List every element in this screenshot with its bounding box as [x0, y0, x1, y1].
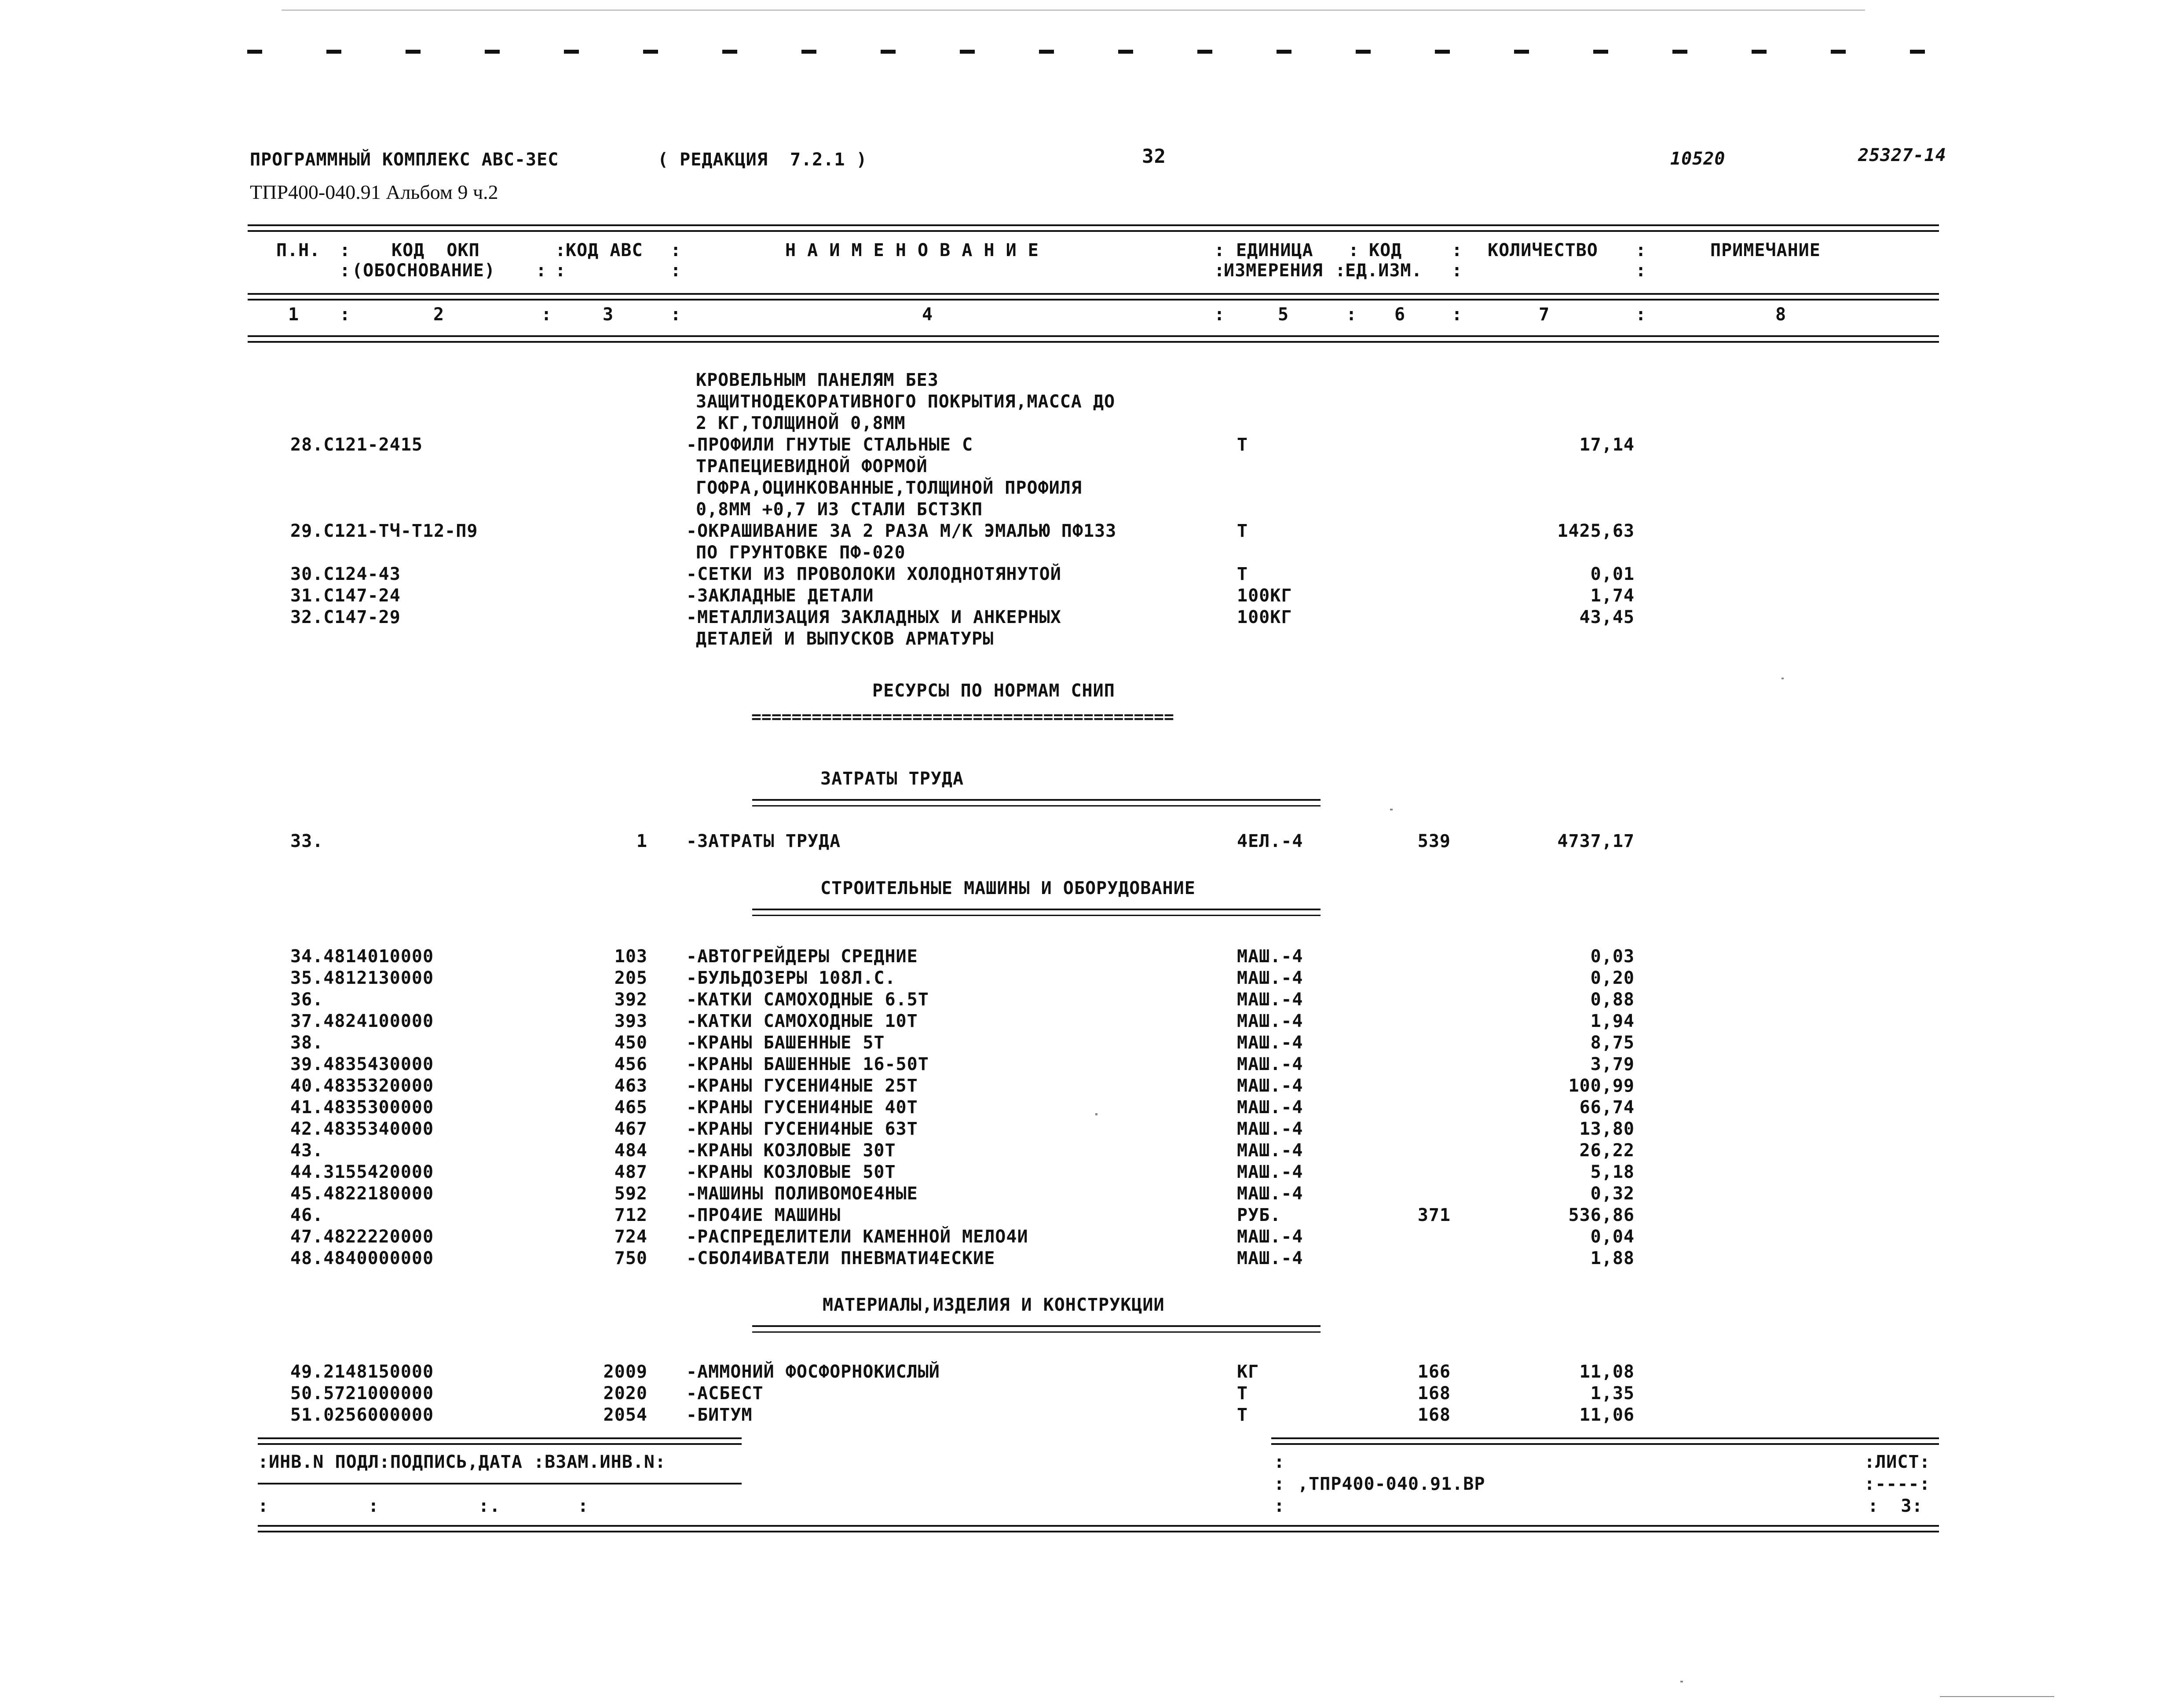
col-sep: : [1635, 240, 1647, 260]
cell-name: ДЕТАЛЕЙ И ВЫПУСКОВ АРМАТУРЫ [696, 629, 994, 649]
col-note: ПРИМЕЧАНИЕ [1710, 240, 1821, 260]
cell-code: 51.0256000000 [290, 1405, 434, 1425]
cell-name: -АВТОГРЕЙДЕРЫ СРЕДНИЕ [686, 946, 918, 967]
section-resources-rule: ========================================== [751, 707, 1174, 726]
cell-name: -СЕТКИ ИЗ ПРОВОЛОКИ ХОЛОДНОТЯНУТОЙ [686, 564, 1061, 584]
col-sep: : [1335, 260, 1346, 281]
col-sep: : [1348, 240, 1360, 260]
cell-name: -РАСПРЕДЕЛИТЕЛИ КАМЕННОЙ МЕЛО4И [686, 1227, 1028, 1247]
col-unit-sub: ИЗМЕРЕНИЯ [1224, 260, 1323, 281]
cell-code: 30.С124-43 [290, 564, 401, 584]
cell-qty: 0,04 [1590, 1227, 1635, 1247]
col-unit: ЕДИНИЦА [1236, 240, 1313, 260]
cell-unit: МАШ.-4 [1237, 1076, 1303, 1096]
cell-qty: 0,88 [1590, 990, 1635, 1010]
cell-qty: 1,94 [1590, 1011, 1635, 1031]
cell-qty: 0,01 [1590, 564, 1635, 584]
cell-abc: 463 [614, 1076, 648, 1096]
cell-qty: 5,18 [1590, 1162, 1635, 1182]
footer-right-top-rule [1271, 1437, 1939, 1445]
cell-code: 34.4814010000 [290, 946, 434, 967]
col-sep: : [340, 304, 351, 325]
footer-sep: : [1274, 1474, 1285, 1494]
col-sep: : [555, 240, 567, 260]
col-name: Н А И М Е Н О В А Н И Е [785, 240, 1039, 260]
col-sep: : [340, 260, 351, 281]
cell-name: -ЗАКЛАДНЫЕ ДЕТАЛИ [686, 586, 874, 606]
cell-qty: 0,03 [1590, 946, 1635, 967]
section-labor-title: ЗАТРАТЫ ТРУДА [820, 769, 964, 789]
sheet-separator: :----: [1864, 1474, 1931, 1494]
cell-name: -КРАНЫ БАШЕННЫЕ 5Т [686, 1033, 885, 1053]
cell-qty: 11,08 [1579, 1362, 1635, 1382]
program-title: ПРОГРАММНЫЙ КОМПЛЕКС АВС-3ЕС [250, 150, 559, 170]
cell-abc: 750 [614, 1248, 648, 1268]
cell-name: -КРАНЫ БАШЕННЫЕ 16-50Т [686, 1054, 929, 1074]
cell-unit: МАШ.-4 [1237, 1097, 1303, 1118]
cell-code: 46. [290, 1205, 324, 1225]
cell-code: 32.С147-29 [290, 607, 401, 627]
cell-code: 47.4822220000 [290, 1227, 434, 1247]
col-num-4: 4 [922, 304, 933, 325]
cell-unit: 4ЕЛ.-4 [1237, 831, 1303, 851]
cell-qty: 100,99 [1568, 1076, 1635, 1096]
cell-ucode: 168 [1417, 1383, 1451, 1404]
cell-code: 45.4822180000 [290, 1184, 434, 1204]
scan-speck [1782, 678, 1784, 679]
page-number: 32 [1142, 145, 1166, 168]
cell-qty: 66,74 [1579, 1097, 1635, 1118]
cell-qty: 1425,63 [1557, 521, 1635, 541]
cell-qty: 43,45 [1579, 607, 1635, 627]
section-machines-title: СТРОИТЕЛЬНЫЕ МАШИНЫ И ОБОРУДОВАНИЕ [820, 878, 1196, 898]
cell-name: -ОКРАШИВАНИЕ ЗА 2 РАЗА М/К ЭМАЛЬЮ ПФ133 [686, 521, 1117, 541]
document-code: ,ТПР400-040.91.ВР [1298, 1474, 1485, 1494]
cell-unit: Т [1237, 435, 1248, 455]
col-abc: КОД АВС [566, 240, 643, 260]
col-num-6: 6 [1394, 304, 1406, 325]
cell-qty: 536,86 [1568, 1205, 1635, 1225]
cell-name: -КРАНЫ ГУСЕНИ4НЫЕ 63Т [686, 1119, 918, 1139]
cell-abc: 487 [614, 1162, 648, 1182]
cell-abc: 2054 [603, 1405, 648, 1425]
cell-unit: МАШ.-4 [1237, 968, 1303, 988]
section-materials-rule [752, 1325, 1321, 1333]
cell-code: 31.С147-24 [290, 586, 401, 606]
cell-name: -КРАНЫ КОЗЛОВЫЕ 30Т [686, 1140, 896, 1161]
cell-name: 0,8ММ +0,7 ИЗ СТАЛИ БСТ3КП [696, 499, 983, 520]
col-sep: : [1452, 260, 1463, 281]
cell-name: -ЗАТРАТЫ ТРУДА [686, 831, 841, 851]
header-top-rule [248, 224, 1939, 232]
col-num-7: 7 [1539, 304, 1550, 325]
cell-qty: 8,75 [1590, 1033, 1635, 1053]
cell-code: 38. [290, 1033, 324, 1053]
cell-unit: МАШ.-4 [1237, 1184, 1303, 1204]
cell-name: -АММОНИЙ ФОСФОРНОКИСЛЫЙ [686, 1362, 940, 1382]
cell-code: 43. [290, 1140, 324, 1161]
col-qty: КОЛИЧЕСТВО [1488, 240, 1598, 260]
col-sep: : [555, 260, 567, 281]
col-ucode: КОД [1369, 240, 1402, 260]
cell-unit: МАШ.-4 [1237, 1119, 1303, 1139]
cell-code: 37.4824100000 [290, 1011, 434, 1031]
col-ucode-sub: ЕД.ИЗМ. [1345, 260, 1423, 281]
cell-qty: 11,06 [1579, 1405, 1635, 1425]
cell-code: 40.4835320000 [290, 1076, 434, 1096]
cell-abc: 450 [614, 1033, 648, 1053]
footer-left-mid-rule [258, 1483, 742, 1484]
cell-name: -БИТУМ [686, 1405, 753, 1425]
cell-abc: 456 [614, 1054, 648, 1074]
col-sep: : [1214, 260, 1226, 281]
cell-abc: 2009 [603, 1362, 648, 1382]
col-sep: : [670, 304, 682, 325]
cell-name: -МЕТАЛЛИЗАЦИЯ ЗАКЛАДНЫХ И АНКЕРНЫХ [686, 607, 1061, 627]
cell-unit: 100КГ [1237, 607, 1292, 627]
cell-name: ГОФРА,ОЦИНКОВАННЫЕ,ТОЛЩИНОЙ ПРОФИЛЯ [696, 478, 1082, 498]
col-sep: : [1635, 260, 1647, 281]
cell-abc: 103 [614, 946, 648, 967]
cell-name: -БУЛЬДОЗЕРЫ 108Л.С. [686, 968, 896, 988]
cell-unit: 100КГ [1237, 586, 1292, 606]
scan-speck [1940, 1696, 2054, 1697]
col-sep: : [541, 304, 552, 325]
cell-name: -ПРОФИЛИ ГНУТЫЕ СТАЛЬНЫЕ С [686, 435, 973, 455]
cell-qty: 0,20 [1590, 968, 1635, 988]
footer-left-top-rule [258, 1437, 742, 1445]
col-sep: : [670, 260, 682, 281]
cell-code: 44.3155420000 [290, 1162, 434, 1182]
col-num-2: 2 [433, 304, 445, 325]
scan-speck [1095, 1113, 1097, 1115]
header-code-1: 10520 [1670, 149, 1726, 169]
continuation-line: ЗАЩИТНОДЕКОРАТИВНОГО ПОКРЫТИЯ,МАССА ДО [696, 392, 1116, 412]
col-sep: : [1635, 304, 1647, 325]
footer-left-labels: :ИНВ.N ПОДЛ:ПОДПИСЬ,ДАТА :ВЗАМ.ИНВ.N: [258, 1452, 666, 1472]
cell-name: -КАТКИ САМОХОДНЫЕ 6.5Т [686, 990, 929, 1010]
cell-code: 28.С121-2415 [290, 435, 423, 455]
col-pn: П.Н. [276, 240, 321, 260]
continuation-line: 2 КГ,ТОЛЩИНОЙ 0,8ММ [696, 413, 906, 433]
cell-unit: МАШ.-4 [1237, 946, 1303, 967]
cell-code: 42.4835340000 [290, 1119, 434, 1139]
col-num-1: 1 [288, 304, 300, 325]
cell-unit: МАШ.-4 [1237, 1140, 1303, 1161]
cell-qty: 13,80 [1579, 1119, 1635, 1139]
section-resources-title: РЕСУРСЫ ПО НОРМАМ СНИП [872, 681, 1115, 701]
cell-qty: 3,79 [1590, 1054, 1635, 1074]
cell-name: -МАШИНЫ ПОЛИВОМОЕ4НЫЕ [686, 1184, 918, 1204]
cell-code: 50.5721000000 [290, 1383, 434, 1404]
col-sep: : [1452, 304, 1463, 325]
cell-unit: Т [1237, 1383, 1248, 1404]
cell-code: 49.2148150000 [290, 1362, 434, 1382]
col-sep: : [1452, 240, 1463, 260]
col-sep: : [536, 260, 547, 281]
cell-code: 39.4835430000 [290, 1054, 434, 1074]
col-sep: : [340, 240, 351, 260]
col-num-3: 3 [603, 304, 614, 325]
sheet-label: :ЛИСТ: [1864, 1452, 1931, 1472]
cell-code: 36. [290, 990, 324, 1010]
cell-unit: Т [1237, 521, 1248, 541]
col-sep: : [1214, 304, 1226, 325]
cell-unit: МАШ.-4 [1237, 1227, 1303, 1247]
cell-unit: РУБ. [1237, 1205, 1281, 1225]
section-materials-title: МАТЕРИАЛЫ,ИЗДЕЛИЯ И КОНСТРУКЦИИ [823, 1295, 1165, 1315]
footer-bottom-rule [258, 1525, 1939, 1532]
cell-qty: 1,35 [1590, 1383, 1635, 1404]
col-sep: : [1214, 240, 1226, 260]
cell-unit: МАШ.-4 [1237, 1248, 1303, 1268]
cell-code: 41.4835300000 [290, 1097, 434, 1118]
footer-sep: : [1274, 1452, 1285, 1472]
col-num-5: 5 [1278, 304, 1289, 325]
cell-unit: Т [1237, 1405, 1248, 1425]
footer-sep: : [1274, 1496, 1285, 1516]
cell-abc: 205 [614, 968, 648, 988]
cell-name: -КРАНЫ ГУСЕНИ4НЫЕ 25Т [686, 1076, 918, 1096]
cell-ucode: 166 [1417, 1362, 1451, 1382]
cell-abc: 467 [614, 1119, 648, 1139]
cell-ucode: 168 [1417, 1405, 1451, 1425]
cell-qty: 4737,17 [1557, 831, 1635, 851]
header-mid-rule [248, 293, 1939, 301]
cell-qty: 26,22 [1579, 1140, 1635, 1161]
cell-unit: МАШ.-4 [1237, 1033, 1303, 1053]
album-title: ТПР400-040.91 Альбом 9 ч.2 [250, 181, 498, 203]
col-sep: : [1346, 304, 1357, 325]
cell-name: ПО ГРУНТОВКЕ ПФ-020 [696, 542, 906, 563]
top-faint-line [282, 10, 1865, 11]
col-num-8: 8 [1775, 304, 1787, 325]
cell-name: -КРАНЫ КОЗЛОВЫЕ 50Т [686, 1162, 896, 1182]
cell-abc: 392 [614, 990, 648, 1010]
cell-name: ТРАПЕЦИЕВИДНОЙ ФОРМОЙ [696, 456, 928, 476]
cell-qty: 17,14 [1579, 435, 1635, 455]
cell-qty: 0,32 [1590, 1184, 1635, 1204]
cell-name: -ПРО4ИЕ МАШИНЫ [686, 1205, 841, 1225]
cell-abc: 592 [614, 1184, 648, 1204]
cell-ucode: 539 [1417, 831, 1451, 851]
cell-name: -КРАНЫ ГУСЕНИ4НЫЕ 40Т [686, 1097, 918, 1118]
cell-unit: МАШ.-4 [1237, 1162, 1303, 1182]
cell-code: 29.С121-ТЧ-Т12-П9 [290, 521, 478, 541]
cell-name: -КАТКИ САМОХОДНЫЕ 10Т [686, 1011, 918, 1031]
section-machines-rule [752, 909, 1321, 916]
cell-code: 35.4812130000 [290, 968, 434, 988]
cell-unit: МАШ.-4 [1237, 1011, 1303, 1031]
scan-speck [1390, 809, 1393, 810]
cell-abc: 724 [614, 1227, 648, 1247]
cell-ucode: 371 [1417, 1205, 1451, 1225]
header-bottom-rule [248, 335, 1939, 343]
continuation-line: КРОВЕЛЬНЫМ ПАНЕЛЯМ БЕЗ [696, 370, 939, 390]
cell-code: 48.4840000000 [290, 1248, 434, 1268]
cell-unit: Т [1237, 564, 1248, 584]
footer-left-bottom: : : :. : [258, 1496, 589, 1516]
cell-abc: 484 [614, 1140, 648, 1161]
cell-abc: 393 [614, 1011, 648, 1031]
cell-abc: 712 [614, 1205, 648, 1225]
col-sep: : [670, 240, 682, 260]
cell-unit: КГ [1237, 1362, 1259, 1382]
col-okp-sub: (ОБОСНОВАНИЕ) [352, 260, 496, 281]
cell-abc: 465 [614, 1097, 648, 1118]
section-labor-rule [752, 799, 1321, 806]
cell-qty: 1,88 [1590, 1248, 1635, 1268]
col-okp: КОД ОКП [391, 240, 480, 260]
cell-qty: 1,74 [1590, 586, 1635, 606]
cell-name: -АСБЕСТ [686, 1383, 764, 1404]
sheet-number-value: 3: [1901, 1496, 1923, 1516]
sheet-number: : 3: [1868, 1496, 1923, 1516]
edition-label: ( РЕДАКЦИЯ 7.2.1 ) [658, 150, 867, 170]
cell-unit: МАШ.-4 [1237, 990, 1303, 1010]
cell-name: -СБОЛ4ИВАТЕЛИ ПНЕВМАТИ4ЕСКИЕ [686, 1248, 995, 1268]
cell-code: 33. [290, 831, 324, 851]
cell-abc: 1 [636, 831, 648, 851]
cell-unit: МАШ.-4 [1237, 1054, 1303, 1074]
scan-speck [1680, 1681, 1683, 1682]
header-code-2: 25327-14 [1858, 145, 1946, 165]
cell-abc: 2020 [603, 1383, 648, 1404]
